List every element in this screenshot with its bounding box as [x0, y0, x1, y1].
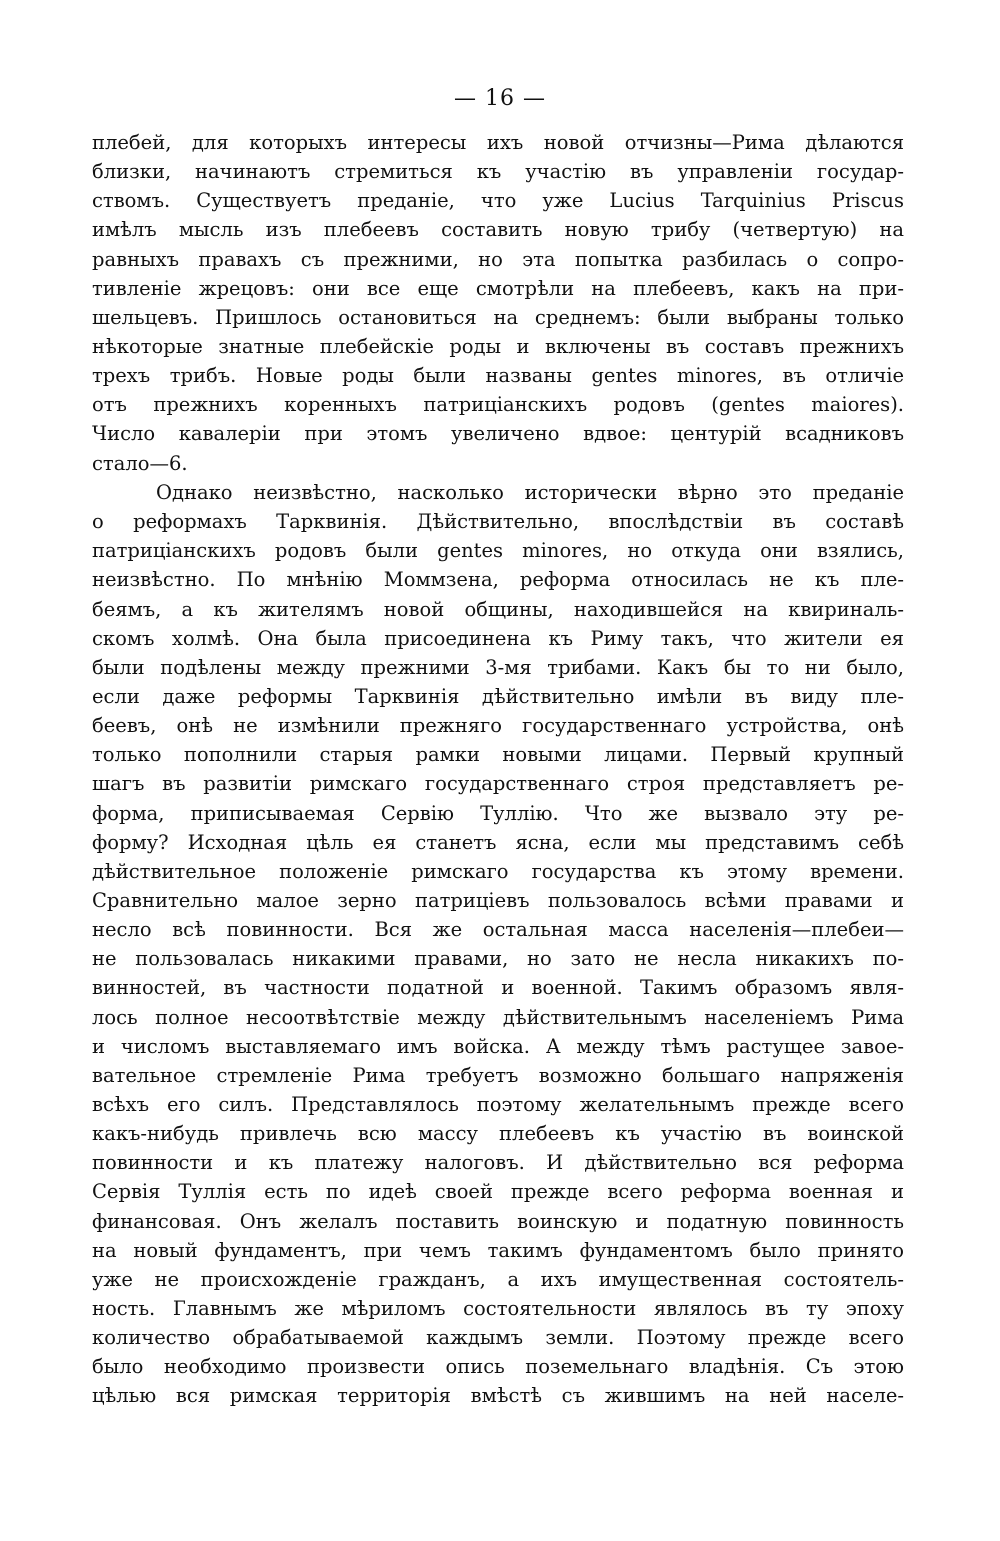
text-line: было необходимо произвести опись поземельнаго владѣнія. Съ этою: [92, 1355, 904, 1379]
text-line: трехъ трибъ. Новые роды были названы gentes minores, въ отличіе: [92, 364, 904, 388]
text-line: равныхъ правахъ съ прежними, но эта попытка разбилась о сопро-: [92, 247, 904, 271]
text-line: вательное стремленіе Рима требуетъ возможно большаго напряженія: [92, 1063, 904, 1087]
text-line: если даже реформы Тарквинія дѣйствительно имѣли въ виду пле-: [92, 684, 904, 708]
text-line: близки, начинаютъ стремиться къ участію въ управленіи государ-: [92, 160, 904, 184]
text-line: всѣхъ его силъ. Представлялось поэтому желательнымъ прежде всего: [92, 1092, 904, 1116]
text-line: форму? Исходная цѣль ея станетъ ясна, если мы представимъ себѣ: [92, 830, 904, 854]
text-line: форма, приписываемая Сервію Туллію. Что же вызвало эту ре-: [92, 801, 904, 825]
text-line: шагъ въ развитіи римскаго государственнаго строя представляетъ ре-: [92, 772, 904, 796]
text-line: уже не происхожденіе гражданъ, а ихъ имущественная состоятель-: [92, 1267, 904, 1291]
text-line: какъ-нибудь привлечь всю массу плебеевъ къ участію въ воинской: [92, 1122, 904, 1146]
text-line: ность. Главнымъ же мѣриломъ состоятельности являлось въ ту эпоху: [92, 1296, 904, 1320]
text-line: количество обрабатываемой каждымъ земли. Поэтому прежде всего: [92, 1326, 904, 1350]
paragraph-2: [92, 478, 904, 1411]
paragraph-1: [92, 128, 904, 478]
text-line: беямъ, а къ жителямъ новой общины, находившейся на квириналь-: [92, 597, 904, 621]
text-line: о реформахъ Тарквинія. Дѣйствительно, впослѣдствіи въ составѣ: [92, 510, 904, 534]
text-line: нѣкоторые знатные плебейскіе роды и включены въ составъ прежнихъ: [92, 334, 904, 358]
text-line: повинности и къ платежу налоговъ. И дѣйствительно вся реформа: [92, 1151, 904, 1175]
text-line: и числомъ выставляемаго имъ войска. А между тѣмъ растущее завое-: [92, 1034, 904, 1058]
text-line: не пользовалась никакими правами, но зато не несла никакихъ по-: [92, 947, 904, 971]
text-line: дѣйствительное положеніе римскаго государства къ этому времени.: [92, 859, 904, 883]
text-line: только пополнили старыя рамки новыми лицами. Первый крупный: [92, 743, 904, 767]
text-line: лось полное несоотвѣтствіе между дѣйствительнымъ населеніемъ Рима: [92, 1005, 904, 1029]
text-line: винностей, въ частности податной и военной. Такимъ образомъ явля-: [92, 976, 904, 1000]
text-line: Число кавалеріи при этомъ увеличено вдвое: центурій всадниковъ: [92, 422, 904, 446]
text-line: неизвѣстно. По мнѣнію Моммзена, реформа относилась не къ пле-: [92, 568, 904, 592]
text-line: цѣлью вся римская территорія вмѣстѣ съ жившимъ на ней населе-: [92, 1384, 904, 1408]
text-line: на новый фундаментъ, при чемъ такимъ фундаментомъ было принято: [92, 1238, 904, 1262]
text-line: Однако неизвѣстно, насколько исторически вѣрно это преданіе: [156, 481, 904, 504]
text-line: Сервія Туллія есть по идеѣ своей прежде всего реформа военная и: [92, 1180, 904, 1204]
page-number: — 16 —: [454, 86, 546, 111]
text-line: шельцевъ. Пришлось остановиться на среднемъ: были выбраны только: [92, 305, 904, 329]
text-line: финансовая. Онъ желалъ поставить воинскую и податную повинность: [92, 1209, 904, 1233]
text-line: стало—6.: [92, 451, 188, 475]
text-line: отъ прежнихъ коренныхъ патриціанскихъ родовъ (gentes maiores).: [92, 393, 904, 417]
text-line: плебей, для которыхъ интересы ихъ новой отчизны—Рима дѣлаются: [92, 131, 904, 154]
text-line: имѣлъ мысль изъ плебеевъ составить новую трибу (четвертую) на: [92, 218, 904, 242]
text-line: несло всѣ повинности. Вся же остальная масса населенія—плебеи—: [92, 918, 904, 942]
text-line: тивленіе жрецовъ: они все еще смотрѣли на плебеевъ, какъ на при-: [92, 276, 904, 300]
text-line: беевъ, онѣ не измѣнили прежняго государственнаго устройства, онѣ: [92, 714, 904, 738]
text-line: были подѣлены между прежними 3-мя трибами. Какъ бы то ни было,: [92, 655, 904, 679]
text-line: патриціанскихъ родовъ были gentes minores, но откуда они взялись,: [92, 539, 904, 563]
text-line: ствомъ. Существуетъ преданіе, что уже Lucius Tarquinius Priscus: [92, 189, 904, 213]
text-line: скомъ холмѣ. Она была присоединена къ Риму такъ, что жители ея: [92, 626, 904, 650]
text-line: Сравнительно малое зерно патриціевъ пользовалось всѣми правами и: [92, 888, 904, 912]
